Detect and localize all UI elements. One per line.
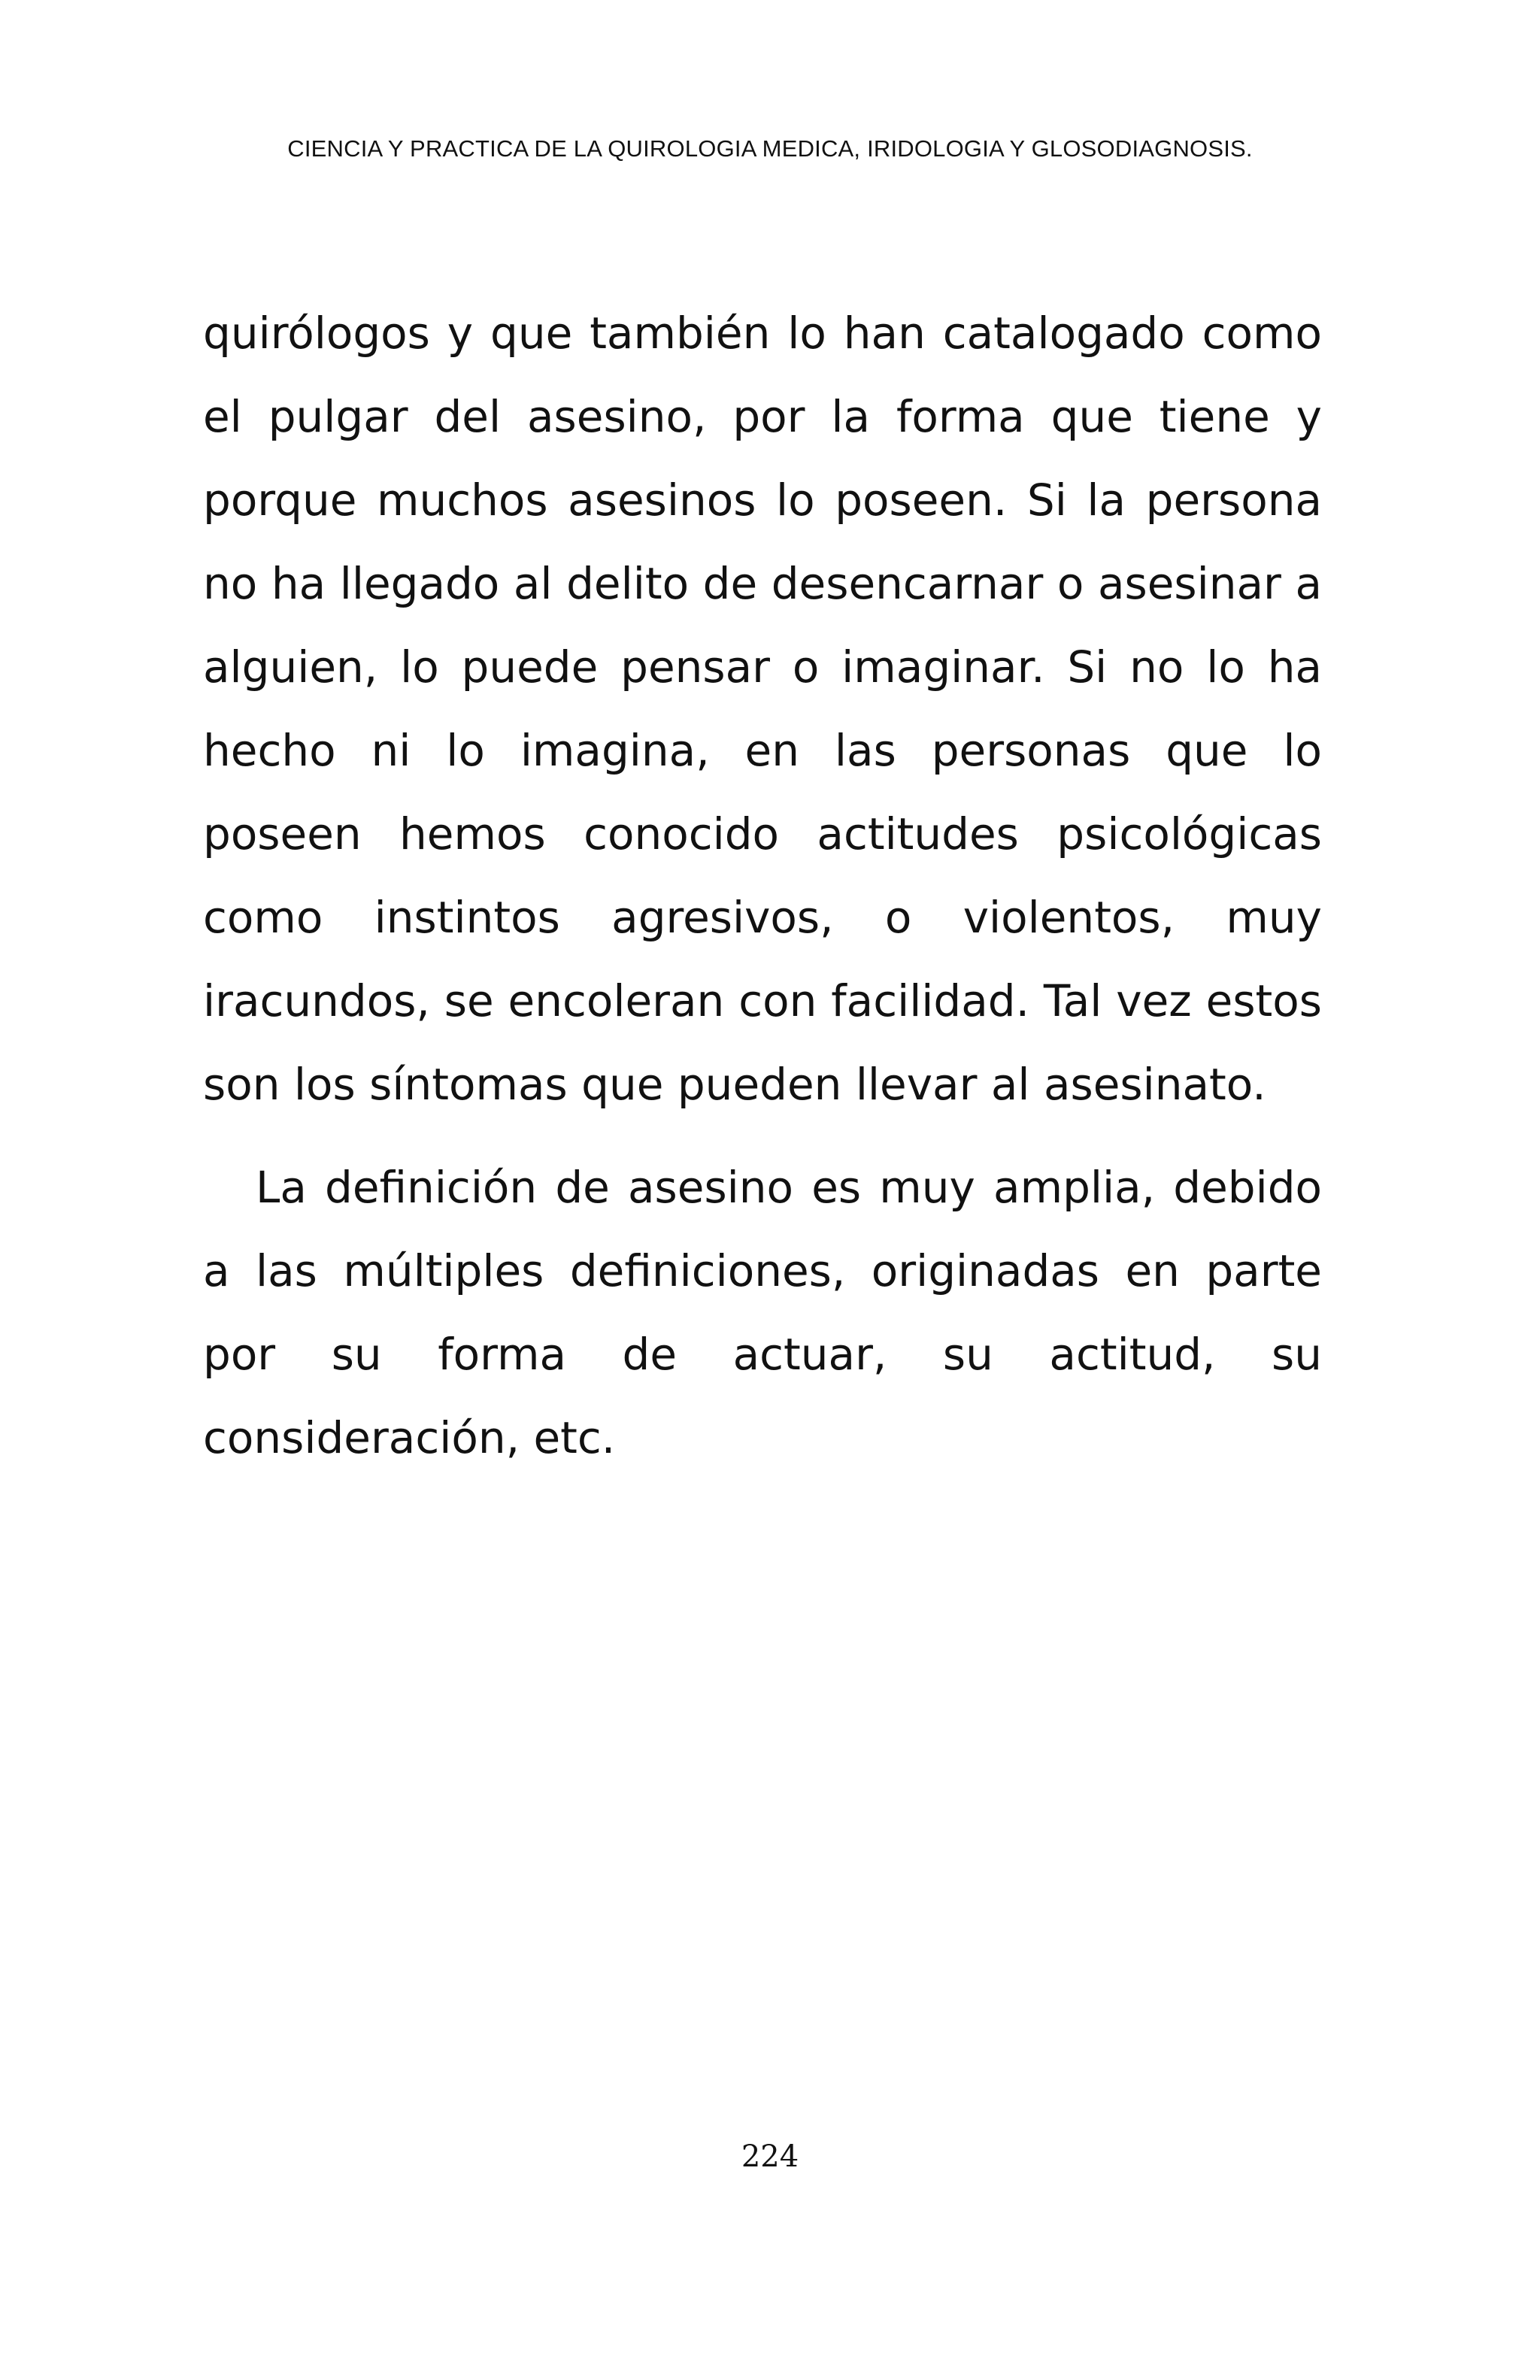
page-number: 224 [741, 2139, 799, 2174]
paragraph-1: quirólogos y que también lo han catalogado como el pulgar del asesino, por la forma que tiene y porque muchos asesinos lo poseen. Si la persona no ha llegado al delito de desencarnar o asesinar a alguien, lo puede pensar o imaginar. Si no lo ha hecho ni lo imagina, en las personas que lo poseen hemos conocido actitudes psicológicas como instintos agresivos, o violentos, muy iracundos, se encoleran con facilidad. Tal vez estos son los síntomas que pueden llevar al asesinato. [203, 308, 1322, 1110]
running-header: CIENCIA Y PRACTICA DE LA QUIROLOGIA MEDICA, IRIDOLOGIA Y GLOSODIAGNOSIS. [287, 135, 1253, 162]
paragraph-2: La definición de asesino es muy amplia, debido a las múltiples definiciones, originadas en parte por su forma de actuar, su actitud, su consideración, etc. [203, 1162, 1322, 1463]
body-text [203, 292, 1322, 1480]
